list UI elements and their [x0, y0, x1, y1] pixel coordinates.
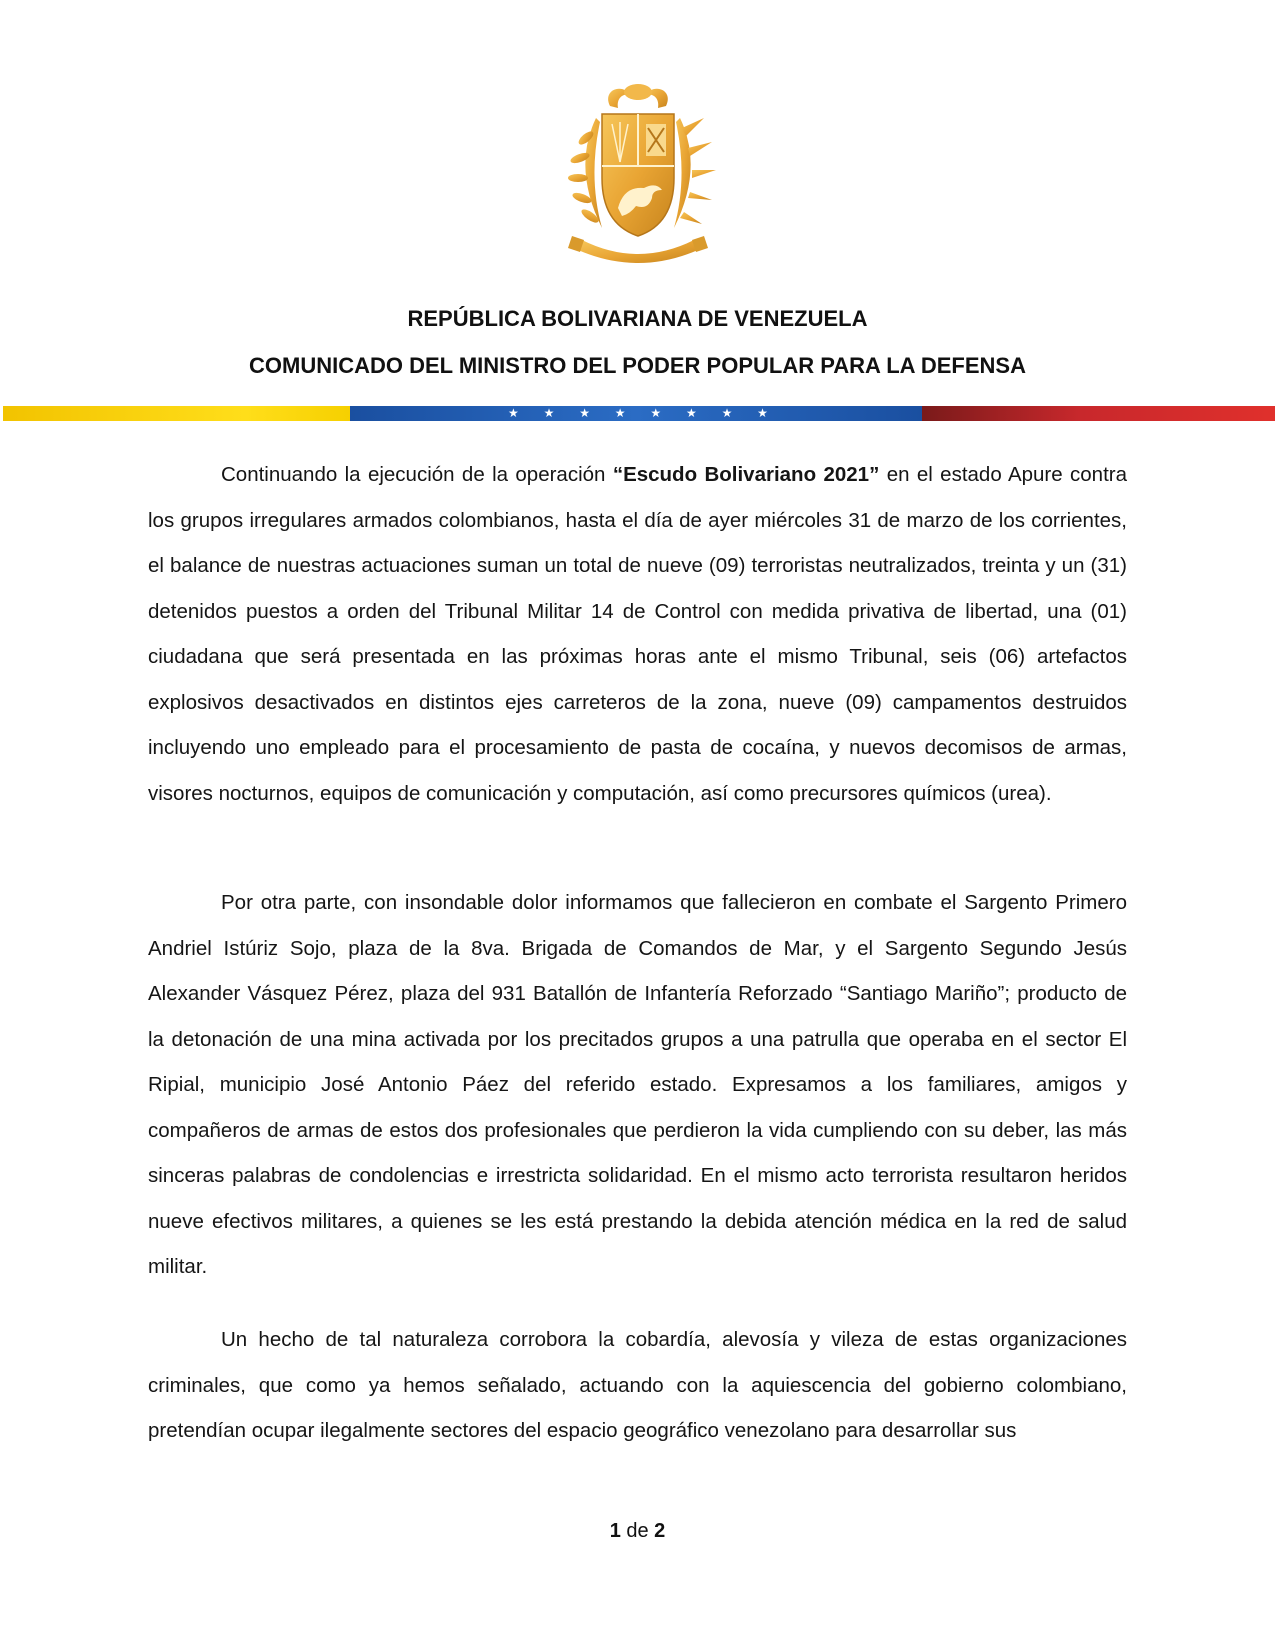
operation-name: “Escudo Bolivariano 2021” — [612, 463, 880, 486]
venezuela-coat-of-arms-icon — [552, 78, 724, 268]
flag-band — [3, 406, 1275, 421]
para1-lead: Continuando la ejecución de la operación — [221, 463, 613, 486]
white-star-icon: ★ — [757, 406, 768, 420]
white-star-icon: ★ — [543, 406, 555, 420]
page-title: REPÚBLICA BOLIVARIANA DE VENEZUELA — [407, 306, 868, 331]
page-total: 2 — [654, 1520, 666, 1542]
white-star-icon: ★ — [614, 406, 626, 420]
page-subtitle: COMUNICADO DEL MINISTRO DEL PODER POPULAR PARA LA DEFENSA — [249, 353, 1026, 378]
page-number — [0, 1520, 1275, 1543]
flag-yellow-stripe — [3, 406, 350, 421]
white-star-icon: ★ — [721, 406, 733, 420]
flag-red-stripe — [922, 406, 1275, 421]
page-current: 1 — [609, 1520, 621, 1542]
flag-stars — [508, 406, 768, 421]
white-star-icon: ★ — [579, 406, 590, 420]
white-star-icon: ★ — [650, 406, 662, 420]
para1-rest: en el estado Apure contra los grupos irregulares armados colombianos, hasta el día de ayer miércoles 31 de marzo de los corrientes, el balance de nuestras actuaciones suman un total de nueve (09) terroristas neutralizados, treinta y un (31) detenidos puestos a orden del Tribunal Militar 14 de Control con medida privativa de libertad, una (01) ciudadana que será presentada en las próximas horas ante el mismo Tribunal, seis (06) artefactos explosivos desactivados en distintos ejes carreteros de la zona, nueve (09) campamentos destruidos incluyendo uno empleado para el procesamiento de pasta de cocaína, y nuevos decomisos de armas, visores nocturnos, equipos de comunicación y computación, así como precursores químicos (urea). — [148, 463, 1127, 805]
page-separator: de — [620, 1520, 655, 1542]
body-paragraph-2 — [148, 880, 1127, 1290]
white-star-icon: ★ — [508, 406, 519, 420]
white-star-icon: ★ — [685, 406, 697, 420]
para2-text: Por otra parte, con insondable dolor informamos que fallecieron en combate el Sargento Primero Andriel Istúriz Sojo, plaza de la 8va. Brigada de Comandos de Mar, y el Sargento Segundo Jesús Alexander Vásquez Pérez, plaza del 931 Batallón de Infantería Reforzado “Santiago Mariño”; producto de la detonación de una mina activada por los precitados grupos a una patrulla que operaba en el sector El Ripial, municipio José Antonio Páez del referido estado. Expresamos a los familiares, amigos y compañeros de armas de estos dos profesionales que perdieron la vida cumpliendo con su deber, las más sinceras palabras de condolencias e irrestricta solidaridad. En el mismo acto terrorista resultaron heridos nueve efectivos militares, a quienes se les está prestando la debida atención médica en la red de salud militar. — [148, 891, 1127, 1278]
para3-text: Un hecho de tal naturaleza corrobora la cobardía, alevosía y vileza de estas organizaciones criminales, que como ya hemos señalado, actuando con la aquiescencia del gobierno colombiano, pretendían ocupar ilegalmente sectores del espacio geográfico venezolano para desarrollar sus — [148, 1328, 1127, 1442]
body-paragraph-3 — [148, 1317, 1127, 1454]
body-paragraph-1 — [148, 452, 1127, 816]
